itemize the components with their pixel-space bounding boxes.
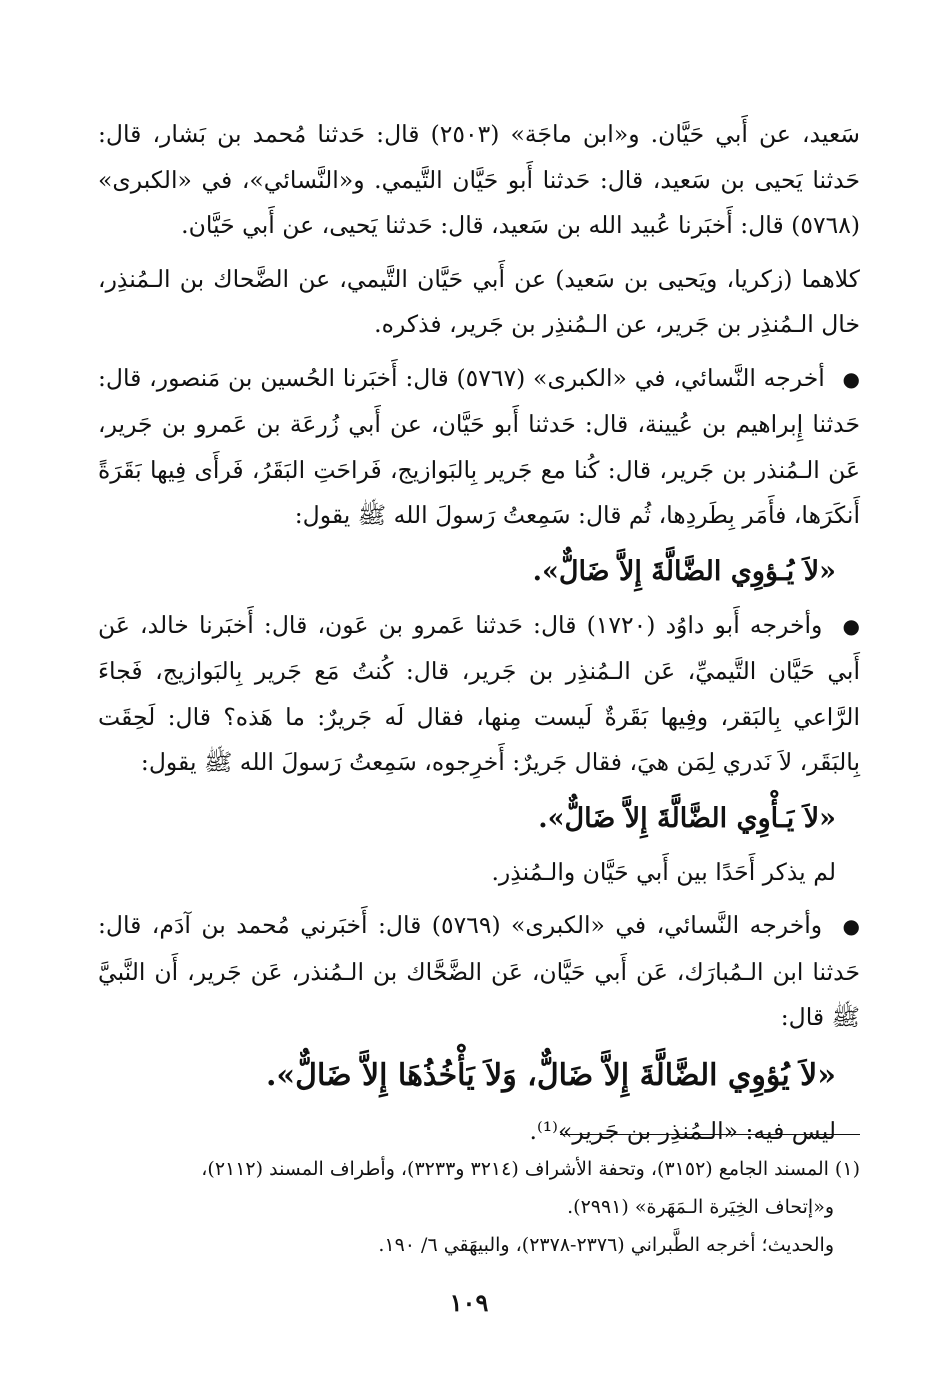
item-2-note: لم يذكر أَحَدًا بين أَبي حَيَّان والـمُنذِر. (491, 857, 836, 886)
item-1 (98, 356, 860, 539)
page-number: ١٠٩ (449, 1288, 489, 1317)
footnote-line-2: و«إتحاف الخِيَرة الـمَهَرة» (٢٩٩١). (567, 1196, 834, 1218)
footnote-divider (560, 1134, 860, 1135)
paragraph-1: سَعيد، عن أَبي حَيَّان. و«ابن ماجَة» (٢٥٠٣) قال: حَدثنا مُحمد بن بَشار، قال: حَدثنا يَحيى بن سَعيد، قال: حَدثنا أَبو حَيَّان التَّيمي. و«النَّسائي»، في «الكبرى» (٥٧٦٨) قال: أَخبَرنا عُبيد الله بن سَعيد، قال: حَدثنا يَحيى، عن أَبي حَيَّان. (98, 120, 860, 239)
item-3-note: ليس فيه: «الـمُنذِر بن جَرير»⁽¹⁾. (529, 1116, 836, 1145)
paragraph-2: كلاهما (زكريا، ويَحيى بن سَعيد) عن أَبي حَيَّان التَّيمي، عن الضَّحاك بن الـمُنذِر، خال الـمُنذِر بن جَرير، عن الـمُنذِر بن جَرير، فذكره. (98, 264, 860, 338)
bullet-icon: ● (842, 613, 860, 638)
item-3-text: وأخرجه النَّسائي، في «الكبرى» (٥٧٦٩) قال: أَخبَرني مُحمد بن آدَم، قال: حَدثنا ابن الـمُبارَك، عَن أَبي حَيَّان، عَن الضَّحَّاك بن الـمُنذر، عَن جَرير، أَن النَّبيَّ ﷺ قال: (98, 911, 860, 1031)
hadith-quote-1: «لاَ يُـؤوِي الضَّالَّةَ إِلاَّ ضَالٌّ». (532, 555, 836, 587)
bullet-icon: ● (842, 914, 860, 938)
item-2 (98, 603, 860, 786)
item-1-text: أخرجه النَّسائي، في «الكبرى» (٥٧٦٧) قال: أَخبَرنا الحُسين بن مَنصور، قال: حَدثنا إِبراهيم بن عُيينة، قال: حَدثنا أَبو حَيَّان، عن أَبي زُرعَة بن عَمرو بن جَرير، عَن الـمُنذر بن جَرير، قال: كُنا مع جَرير بِالبَوازيج، فَراحَتِ البَقَرُ، فَرأَى فِيها بَقَرَةً أَنكَرَها، فأَمَر بِطَردِها، ثُم قال: سَمِعتُ رَسولَ الله ﷺ يقول: (98, 363, 860, 529)
item-2-text: وأخرجه أَبو داوُد (١٧٢٠) قال: حَدثنا عَمرو بن عَون، قال: أَخبَرنا خالد، عَن أَبي حَيَّان التَّيميِّ، عَن الـمُنذِر بن جَرير، قال: كُنتُ مَع جَرير بِالبَوازيج، فَجاءَ الرَّاعي بِالبَقر، وفِيها بَقَرةٌ لَيست مِنها، فقال لَه جَريرٌ: ما هَذه؟ قال: لَحِقَت بِالبَقَر، لاَ نَدري لِمَن هيَ، فقال جَريرٌ: أَخرِجوه، سَمِعتُ رَسولَ الله ﷺ يقول: (98, 610, 860, 776)
item-3 (98, 903, 860, 1041)
hadith-quote-2: «لاَ يَـأْوِي الضَّالَّةَ إِلاَّ ضَالٌّ». (538, 802, 836, 834)
footnotes (98, 1150, 860, 1264)
main-text (98, 112, 860, 1162)
footnote-line-1: (١) المسند الجامع (٣١٥٢)، وتحفة الأشراف (٣٢١٤ و٣٢٣٣)، وأطراف المسند (٢١١٢)، (201, 1158, 860, 1180)
bullet-icon: ● (842, 366, 860, 391)
hadith-quote-3: «لاَ يُؤوِي الضَّالَّةَ إِلاَّ ضَالٌّ، وَلاَ يَأْخُذُهَا إِلاَّ ضَالٌّ». (265, 1057, 836, 1093)
footnote-line-3: والحديث؛ أخرجه الطَّبراني (٢٣٧٦-٢٣٧٨)، والبيهَقي ٦/ ١٩٠. (378, 1234, 834, 1256)
